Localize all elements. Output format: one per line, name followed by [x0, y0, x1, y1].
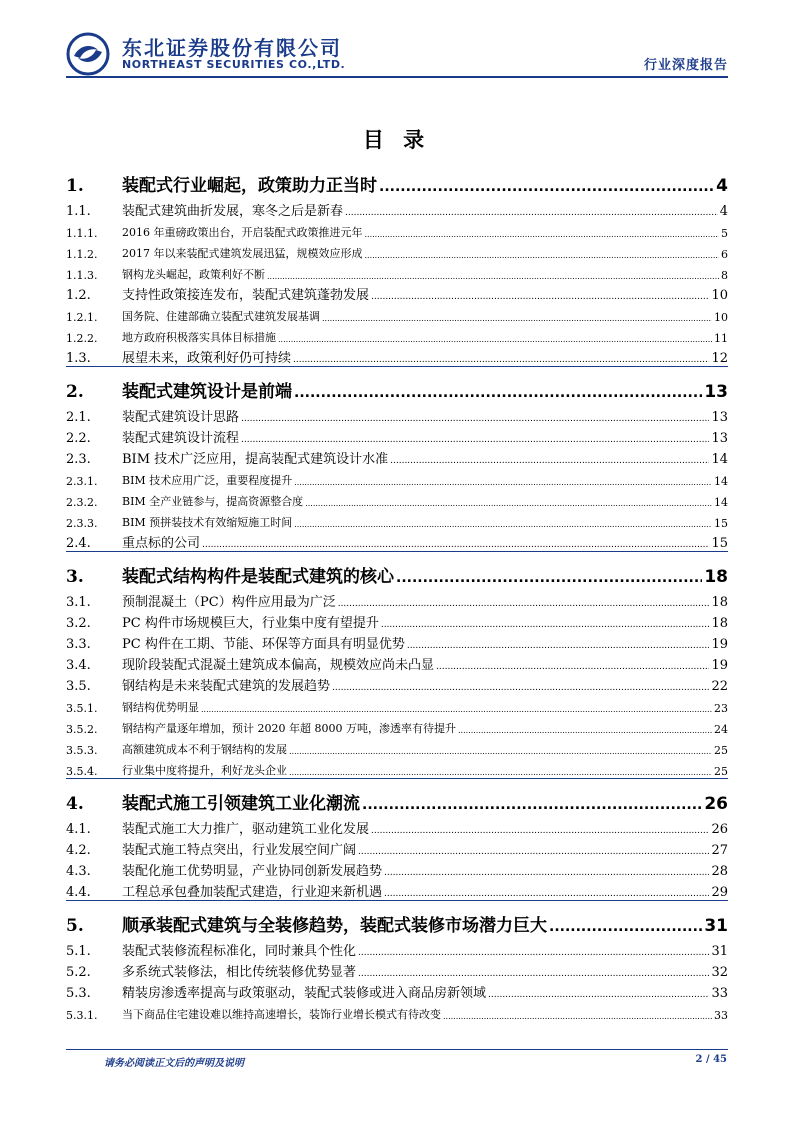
- toc-entry-title: 地方政府积极落实具体目标措施: [122, 331, 276, 344]
- toc-leader-dots: [202, 536, 709, 551]
- toc-entry-number: 1.2.: [66, 288, 91, 303]
- toc-entry-number: 5.3.1.: [66, 1009, 98, 1022]
- toc-leader-dots: [294, 382, 702, 402]
- toc-entry-title: BIM 技术广泛应用，提高装配式建筑设计水准: [122, 452, 389, 467]
- toc-entry-page: 15: [714, 517, 728, 530]
- toc-entry-level-3[interactable]: [66, 219, 728, 240]
- toc-entry-number: 1.2.1.: [66, 311, 98, 324]
- toc-leader-dots: [289, 765, 712, 778]
- toc-entry-title: 装配式结构构件是装配式建筑的核心: [122, 567, 394, 587]
- toc-entry-title: PC 构件在工期、节能、环保等方面具有明显优势: [122, 637, 405, 652]
- toc-entry-level-3[interactable]: [66, 467, 728, 488]
- toc-entry-page: 25: [714, 744, 728, 757]
- toc-entry-level-2[interactable]: [66, 938, 728, 959]
- toc-entry-page: 10: [711, 288, 728, 303]
- toc-entry-page: 6: [721, 248, 728, 261]
- toc-leader-dots: [365, 227, 720, 240]
- toc-entry-page: 4: [716, 176, 728, 196]
- toc-leader-dots: [436, 658, 709, 673]
- toc-entry-title: BIM 预拼装技术有效缩短施工时间: [122, 516, 293, 529]
- toc-entry-number: 3.: [66, 567, 84, 587]
- toc-entry-title: 钢构龙头崛起，政策利好不断: [122, 268, 265, 281]
- toc-entry-page: 26: [704, 794, 728, 814]
- toc-entry-title: 装配式建筑设计是前端: [122, 382, 292, 402]
- footer-disclaimer: 请务必阅读正文后的声明及说明: [104, 1058, 244, 1069]
- toc-leader-dots: [241, 431, 709, 446]
- toc-entry-page: 28: [711, 864, 728, 879]
- toc-entry-number: 1.: [66, 176, 84, 196]
- toc-leader-dots: [443, 1009, 712, 1022]
- toc-leader-dots: [396, 567, 702, 587]
- toc-leader-dots: [371, 822, 709, 837]
- toc-entry-number: 2.4.: [66, 536, 91, 551]
- toc-entry-title: 装配式施工引领建筑工业化潮流: [122, 794, 360, 814]
- toc-entry-title: 装配式装修流程标准化，同时兼具个性化: [122, 944, 357, 959]
- toc-entry-number: 2.3.2.: [66, 496, 98, 509]
- toc-entry-level-1[interactable]: [66, 551, 728, 589]
- toc-entry-number: 4.: [66, 794, 84, 814]
- toc-entry-page: 33: [711, 986, 728, 1001]
- toc-entry-page: 8: [721, 269, 728, 282]
- toc-entry-page: 5: [721, 227, 728, 240]
- toc-entry-title: 装配式行业崛起，政策助力正当时: [122, 176, 377, 196]
- report-type-label: 行业深度报告: [643, 58, 728, 73]
- toc-entry-level-2[interactable]: [66, 282, 728, 303]
- toc-entry-level-2[interactable]: [66, 425, 728, 446]
- toc-entry-page: 18: [704, 567, 728, 587]
- toc-entry-page: 13: [704, 382, 728, 402]
- toc-entry-title: 高额建筑成本不利于钢结构的发展: [122, 743, 287, 756]
- toc-entry-page: 15: [711, 536, 728, 551]
- toc-entry-number: 2.: [66, 382, 84, 402]
- toc-entry-page: 12: [711, 351, 728, 366]
- page-number: 2 / 45: [695, 1054, 727, 1065]
- table-of-contents: [66, 160, 728, 1022]
- toc-entry-number: 5.3.: [66, 986, 91, 1001]
- toc-entry-title: 2016 年重磅政策出台，开启装配式政策推进元年: [122, 226, 363, 239]
- toc-entry-number: 2.3.3.: [66, 517, 98, 530]
- toc-entry-number: 4.1.: [66, 822, 91, 837]
- toc-entry-number: 3.1.: [66, 595, 91, 610]
- toc-leader-dots: [345, 204, 718, 219]
- toc-entry-page: 10: [714, 311, 728, 324]
- toc-entry-title: 多系统式装修法，相比传统装修优势显著: [122, 965, 357, 980]
- toc-entry-title: 装配式建筑曲折发展，寒冬之后是新春: [122, 204, 344, 219]
- toc-entry-number: 5.: [66, 916, 84, 936]
- toc-leader-dots: [488, 986, 709, 1001]
- toc-leader-dots: [289, 744, 712, 757]
- toc-entry-title: 国务院、住建部确立装配式建筑发展基调: [122, 310, 320, 323]
- toc-entry-level-1[interactable]: [66, 778, 728, 816]
- toc-entry-level-3[interactable]: [66, 324, 728, 345]
- toc-entry-number: 4.4.: [66, 885, 91, 900]
- toc-entry-page: 14: [714, 475, 728, 488]
- toc-entry-number: 3.4.: [66, 658, 91, 673]
- toc-entry-number: 1.1.3.: [66, 269, 98, 282]
- toc-entry-page: 19: [711, 637, 728, 652]
- toc-entry-level-2[interactable]: [66, 446, 728, 467]
- toc-entry-number: 2.3.1.: [66, 475, 98, 488]
- toc-entry-number: 1.1.: [66, 204, 91, 219]
- toc-entry-number: 3.5.4.: [66, 765, 98, 778]
- toc-entry-level-2[interactable]: [66, 959, 728, 980]
- toc-entry-level-2[interactable]: [66, 631, 728, 652]
- toc-entry-number: 3.2.: [66, 616, 91, 631]
- toc-entry-level-2[interactable]: [66, 858, 728, 879]
- toc-leader-dots: [365, 248, 720, 261]
- toc-leader-dots: [332, 679, 709, 694]
- toc-entry-title: 钢结构是未来装配式建筑的发展趋势: [122, 679, 331, 694]
- toc-entry-level-2[interactable]: [66, 404, 728, 425]
- toc-leader-dots: [201, 702, 712, 715]
- company-logo-icon: [66, 32, 110, 76]
- toc-entry-number: 3.3.: [66, 637, 91, 652]
- toc-entry-page: 31: [711, 944, 728, 959]
- toc-entry-page: 4: [719, 204, 728, 219]
- toc-entry-title: 现阶段装配式混凝土建筑成本偏高，规模效应尚未凸显: [122, 658, 435, 673]
- toc-entry-level-3[interactable]: [66, 261, 728, 282]
- toc-entry-title: 2017 年以来装配式建筑发展迅猛，规模效应形成: [122, 247, 363, 260]
- toc-entry-page: 23: [714, 702, 728, 715]
- toc-entry-page: 11: [714, 332, 728, 345]
- toc-entry-level-3[interactable]: [66, 509, 728, 530]
- toc-entry-number: 1.3.: [66, 351, 91, 366]
- toc-entry-level-2[interactable]: [66, 673, 728, 694]
- toc-entry-level-2[interactable]: [66, 980, 728, 1001]
- toc-entry-title: 装配式施工特点突出，行业发展空间广阔: [122, 843, 357, 858]
- toc-entry-title: 重点标的公司: [122, 536, 201, 551]
- toc-entry-page: 26: [711, 822, 728, 837]
- toc-entry-title: PC 构件市场规模巨大，行业集中度有望提升: [122, 616, 379, 631]
- toc-entry-page: 13: [711, 431, 728, 446]
- toc-entry-number: 2.1.: [66, 410, 91, 425]
- toc-leader-dots: [358, 944, 709, 959]
- toc-entry-level-2[interactable]: [66, 589, 728, 610]
- toc-entry-number: 2.2.: [66, 431, 91, 446]
- footer-divider: [66, 1049, 728, 1050]
- toc-entry-number: 3.5.2.: [66, 723, 98, 736]
- toc-entry-number: 1.1.1.: [66, 227, 98, 240]
- toc-leader-dots: [278, 332, 712, 345]
- toc-entry-title: 展望未来，政策利好仍可持续: [122, 351, 292, 366]
- toc-entry-level-2[interactable]: [66, 837, 728, 858]
- toc-title: 目 录: [362, 128, 431, 152]
- toc-entry-title: 当下商品住宅建设难以维持高速增长，装饰行业增长模式有待改变: [122, 1008, 441, 1021]
- toc-entry-title: 预制混凝土（PC）构件应用最为广泛: [122, 595, 336, 610]
- toc-leader-dots: [384, 885, 709, 900]
- company-name-cn: 东北证券股份有限公司: [122, 36, 342, 60]
- toc-leader-dots: [390, 452, 709, 467]
- toc-entry-number: 3.5.: [66, 679, 91, 694]
- toc-entry-title: 钢结构优势明显: [122, 701, 199, 714]
- toc-entry-page: 18: [711, 616, 728, 631]
- toc-entry-number: 5.1.: [66, 944, 91, 959]
- toc-leader-dots: [293, 351, 709, 366]
- toc-leader-dots: [358, 843, 709, 858]
- toc-leader-dots: [305, 496, 712, 509]
- toc-leader-dots: [358, 965, 709, 980]
- toc-entry-title: 支持性政策接连发布，装配式建筑蓬勃发展: [122, 288, 370, 303]
- toc-entry-title: BIM 技术应用广泛，重要程度提升: [122, 474, 293, 487]
- toc-entry-page: 14: [714, 496, 728, 509]
- toc-entry-title: 工程总承包叠加装配式建造，行业迎来新机遇: [122, 885, 383, 900]
- toc-entry-level-3[interactable]: [66, 694, 728, 715]
- toc-entry-title: 精装房渗透率提高与政策驱动，装配式装修或进入商品房新领域: [122, 986, 487, 1001]
- company-name-en: NORTHEAST SECURITIES CO.,LTD.: [122, 58, 346, 71]
- toc-entry-level-2[interactable]: [66, 652, 728, 673]
- toc-entry-page: 22: [711, 679, 728, 694]
- toc-leader-dots: [267, 269, 719, 282]
- toc-entry-number: 2.3.: [66, 452, 91, 467]
- toc-leader-dots: [338, 595, 710, 610]
- page-header: [66, 30, 728, 76]
- toc-entry-page: 27: [711, 843, 728, 858]
- toc-entry-page: 19: [711, 658, 728, 673]
- toc-entry-page: 24: [714, 723, 728, 736]
- toc-leader-dots: [371, 288, 709, 303]
- toc-entry-page: 25: [714, 765, 728, 778]
- toc-leader-dots: [381, 616, 710, 631]
- toc-entry-title: 装配式建筑设计流程: [122, 431, 240, 446]
- toc-leader-dots: [379, 176, 714, 196]
- toc-entry-title: 装配式建筑设计思路: [122, 410, 240, 425]
- toc-entry-page: 33: [714, 1009, 728, 1022]
- toc-entry-page: 13: [711, 410, 728, 425]
- toc-entry-title: BIM 全产业链参与，提高资源整合度: [122, 495, 304, 508]
- toc-entry-level-3[interactable]: [66, 757, 728, 778]
- toc-entry-title: 钢结构产量逐年增加，预计 2020 年超 8000 万吨，渗透率有待提升: [122, 722, 456, 735]
- toc-entry-page: 32: [711, 965, 728, 980]
- toc-entry-number: 3.5.1.: [66, 702, 98, 715]
- toc-leader-dots: [294, 475, 712, 488]
- toc-entry-level-2[interactable]: [66, 610, 728, 631]
- toc-entry-level-3[interactable]: [66, 715, 728, 736]
- toc-entry-page: 14: [711, 452, 728, 467]
- toc-entry-page: 29: [711, 885, 728, 900]
- toc-entry-number: 5.2.: [66, 965, 91, 980]
- toc-entry-page: 31: [704, 916, 728, 936]
- toc-entry-number: 3.5.3.: [66, 744, 98, 757]
- toc-entry-title: 顺承装配式建筑与全装修趋势，装配式装修市场潜力巨大: [122, 916, 547, 936]
- toc-leader-dots: [241, 410, 709, 425]
- toc-entry-level-2[interactable]: [66, 816, 728, 837]
- toc-leader-dots: [549, 916, 702, 936]
- toc-leader-dots: [294, 517, 712, 530]
- toc-entry-number: 4.3.: [66, 864, 91, 879]
- toc-entry-level-3[interactable]: [66, 488, 728, 509]
- toc-entry-level-2[interactable]: [66, 530, 728, 551]
- toc-entry-level-1[interactable]: [66, 900, 728, 938]
- toc-leader-dots: [362, 794, 702, 814]
- toc-entry-level-2[interactable]: [66, 345, 728, 366]
- toc-leader-dots: [384, 864, 709, 879]
- toc-entry-level-2[interactable]: [66, 879, 728, 900]
- header-divider: [66, 76, 728, 78]
- toc-entry-number: 4.2.: [66, 843, 91, 858]
- toc-entry-title: 行业集中度将提升，利好龙头企业: [122, 764, 287, 777]
- toc-entry-level-1[interactable]: [66, 366, 728, 404]
- toc-leader-dots: [322, 311, 712, 324]
- toc-entry-title: 装配式施工大力推广，驱动建筑工业化发展: [122, 822, 370, 837]
- toc-entry-number: 1.1.2.: [66, 248, 98, 261]
- toc-entry-level-3[interactable]: [66, 240, 728, 261]
- toc-entry-page: 18: [711, 595, 728, 610]
- toc-entry-level-3[interactable]: [66, 1001, 728, 1022]
- toc-entry-level-3[interactable]: [66, 303, 728, 324]
- toc-entry-level-3[interactable]: [66, 736, 728, 757]
- toc-entry-number: 1.2.2.: [66, 332, 98, 345]
- toc-entry-title: 装配化施工优势明显，产业协同创新发展趋势: [122, 864, 383, 879]
- toc-leader-dots: [407, 637, 710, 652]
- toc-leader-dots: [458, 723, 712, 736]
- toc-entry-level-2[interactable]: [66, 198, 728, 219]
- toc-entry-level-1[interactable]: [66, 160, 728, 198]
